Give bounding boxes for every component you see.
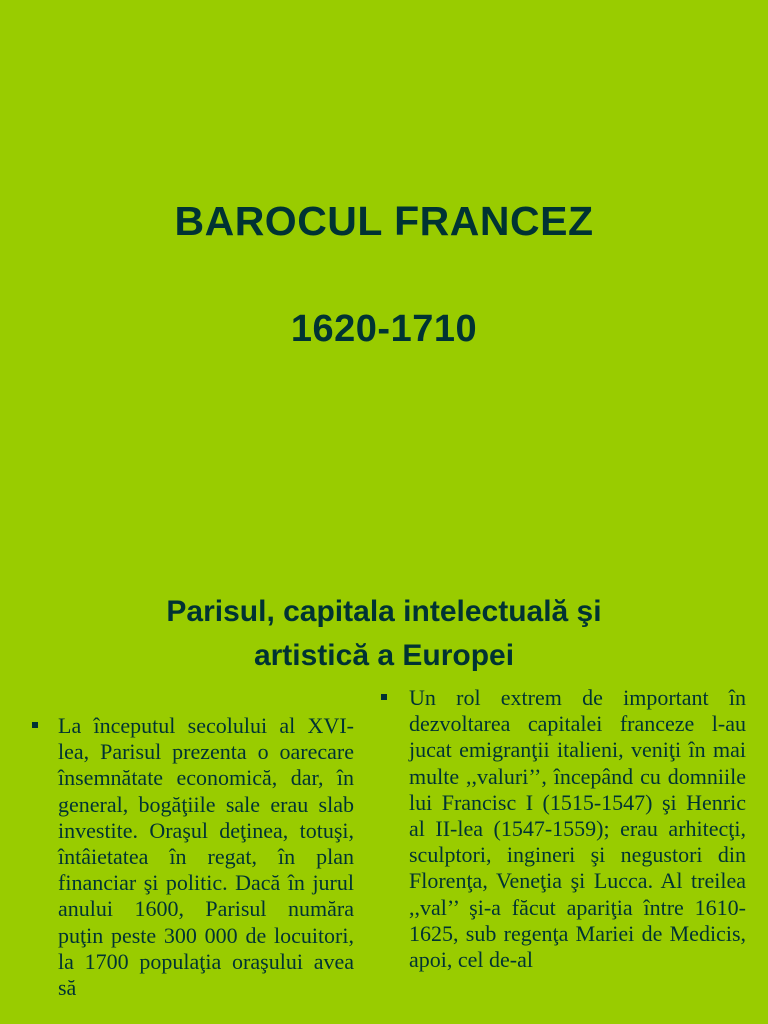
section-heading-line-1: Parisul, capitala intelectuală şi bbox=[166, 595, 602, 628]
slide-subtitle-years: 1620-1710 bbox=[290, 308, 478, 350]
bullet-text-left: La începutul secolului al XVI-lea, Parisul prezenta o oarecare însemnătate economică, dar, în general, bogăţiile sale erau slab investite. Oraşul deţinea, totuşi, întâietatea în regat, în plan financiar şi politic. Dacă în jurul anului 1600, Parisul număra puţin peste 300 000 de locuitori, la 1700 populaţia oraşului avea să bbox=[58, 713, 354, 1001]
slide-title: BAROCUL FRANCEZ bbox=[174, 198, 594, 244]
square-bullet-icon bbox=[32, 722, 38, 728]
section-heading-line-2: artistică a Europei bbox=[253, 639, 515, 672]
square-bullet-icon bbox=[381, 694, 387, 700]
bullet-text-right: Un rol extrem de important în dezvoltarea capitalei franceze l-au jucat emigranţii italieni, veniţi în mai multe ,,valuri’’, începând cu domniile lui Francisc I (1515-1547) şi Henric al II-lea (1547-1559); erau arhitecţi, sculptori, ingineri şi negustori din Florenţa, Veneţia şi Lucca. Al treilea ,,val’’ şi-a făcut apariţia între 1610-1625, sub regenţa Mariei de Medicis, apoi, cel de-al bbox=[409, 685, 746, 973]
section-heading bbox=[0, 590, 768, 678]
